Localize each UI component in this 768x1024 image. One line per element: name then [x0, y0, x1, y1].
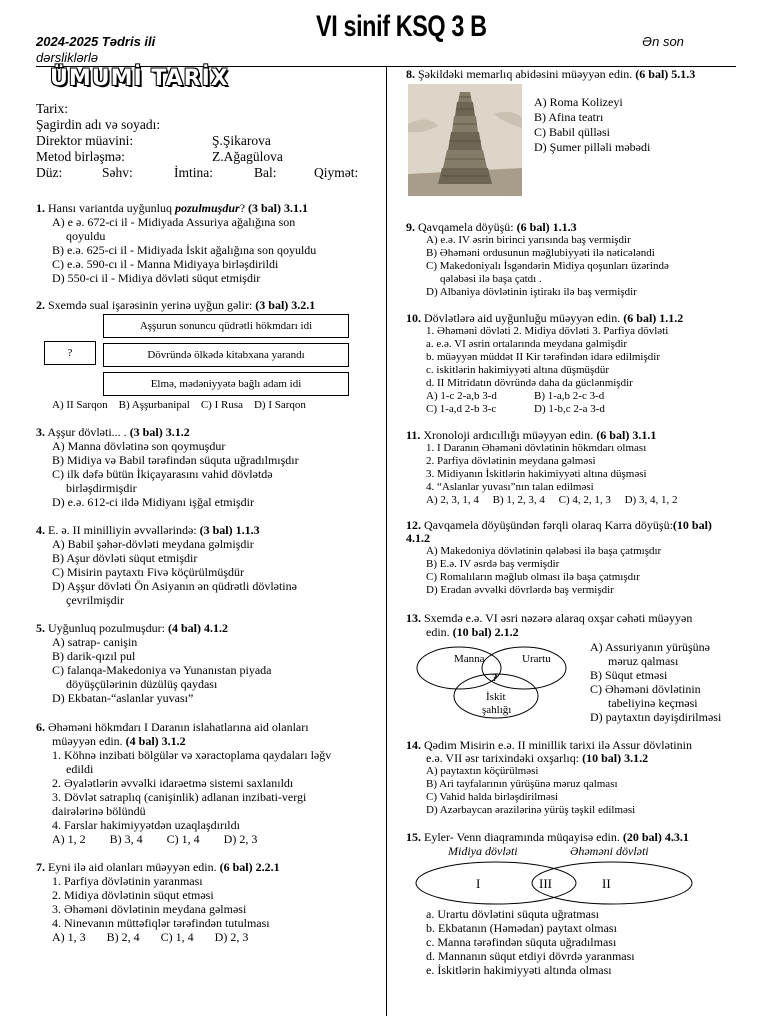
q13-option-d[interactable]: D) paytaxtın dəyişdirilməsi: [590, 710, 722, 724]
q8-options: [534, 95, 744, 155]
venn-diagram-2: [414, 860, 704, 906]
q2-option-c[interactable]: C) I Rusa: [200, 399, 243, 411]
venn-region-1: I: [476, 876, 481, 891]
student-info: [36, 101, 366, 181]
q15-item-c: c. Manna tərəfindən süquta uğradılması: [426, 935, 617, 949]
scheme-question-box: ?: [44, 341, 96, 365]
q6-item-1: 1. Köhnə inzibati bölgülər və xəractoplama qaydaları ləğv: [52, 748, 332, 762]
question-1: 1. Hansı variantda uyğunluq pozulmuşdur? (3 bal) 3.1.1 A) e ə. 672-ci il - Midiyada Assuriya ağalığına son qoyuldu B) e.ə. 625-ci il - Midiyada İskit ağalığına son qoyuldu C) e.ə. 590-cı il - Manna Midiyaya birləşdirildi D) 550-ci il - Midiya dövləti süqut etmişdir: [36, 201, 381, 285]
question-11: 11. Xronoloji ardıcıllığı müəyyən edin. (6 bal) 3.1.1 1. I Daranın Əhəməni dövlətinin hökmdarı olması 2. Parfiya dövlətinin meydana gəlməsi 3. Midiyanın İskitlərin hakimiyyəti altına düşməsi 4. “Aslanlar yuvası”nın talan edilməsi A) 2, 3, 1, 4 B) 1, 2, 3, 4 C) 4, 2, 1, 3 D) 3, 4, 1, 2: [406, 428, 678, 506]
question-12: 12. Qavqamela döyüşündən fərqli olaraq Karra döyüşü:(10 bal) 4.1.2 A) Makedoniya dövlətinin qələbəsi ilə başa çatmışdır B) E.ə. IV əsrdə baş vermişdir C) Romalıların məğlub olması ilə başa çatmışdır D) Eradan əvvəlki dövrlərdə baş vermişdir: [406, 519, 751, 597]
q10-states: 1. Əhəməni dövləti 2. Midiya dövləti 3. Parfiya dövləti: [426, 325, 669, 337]
question-9: 9. Qavqamela döyüşü: (6 bal) 1.1.3 A) e.ə. IV əsrin birinci yarısında baş vermişdir B) Əhəməni ordusunun məğlubiyyəti ilə nəticələndi C) Makedoniyalı İsgəndərin Midiya qoşunları üzərində qələbəsi ilə başa çatdı . D) Albaniya dövlətinin iştirakı ilə baş vermişdir: [406, 221, 751, 299]
q8-option-d[interactable]: D) Şumer pilləli məbədi: [534, 140, 651, 154]
q11-option-b[interactable]: B) 1, 2, 3, 4: [492, 494, 545, 506]
q6-option-d[interactable]: D) 2, 3: [223, 832, 258, 846]
question-8: 8. Şəkildəki memarlıq abidəsini müəyyən edin. (6 bal) 5.1.3: [406, 67, 696, 81]
q10-option-b[interactable]: B) 1-a,b 2-c 3-d: [534, 390, 605, 402]
venn-label-b: Urartu: [522, 653, 551, 665]
question-2: 2. Sxemdə sual işarəsinin yerinə uyğun gəlir: (3 bal) 3.2.1: [36, 298, 316, 312]
q11-option-c[interactable]: C) 4, 2, 1, 3: [558, 494, 611, 506]
q4-option-d[interactable]: D) Aşşur dövləti Ön Asiyanın ən qüdrətli dövlətinə: [52, 579, 297, 593]
q7-item-4: 4. Ninevanın müttəfiqlər tərəfindən tutulması: [52, 916, 270, 930]
q14-option-b[interactable]: B) Ari tayfalarının yürüşünə məruz qalması: [426, 778, 618, 790]
q1-option-a[interactable]: A) e ə. 672-ci il - Midiyada Assuriya ağalığına son: [52, 215, 296, 229]
q13-option-a[interactable]: A) Assuriyanın yürüşünə: [590, 640, 710, 654]
q6-option-b[interactable]: B) 3, 4: [109, 832, 143, 846]
venn-question-mark: ?: [492, 672, 498, 684]
q10-option-c[interactable]: C) 1-a,d 2-b 3-c: [426, 403, 497, 415]
q15-item-d: d. Mannanın süqut etdiyi dövrdə yaranması: [426, 949, 635, 963]
q3-option-a[interactable]: A) Manna dövlətinə son qoymuşdur: [52, 439, 226, 453]
q14-option-c[interactable]: C) Vahid halda birləşdirilməsi: [426, 791, 559, 803]
q1-option-c[interactable]: C) e.ə. 590-cı il - Manna Midiyaya birləşdirildi: [52, 257, 279, 271]
q9-option-d[interactable]: D) Albaniya dövlətinin iştirakı ilə baş vermişdir: [426, 286, 637, 298]
q7-option-d[interactable]: D) 2, 3: [214, 930, 249, 944]
venn-label-a: Manna: [454, 653, 485, 665]
q7-item-1: 1. Parfiya dövlətinin yaranması: [52, 874, 203, 888]
q7-option-b[interactable]: B) 2, 4: [106, 930, 140, 944]
venn-region-2: II: [602, 876, 611, 891]
q8-option-b[interactable]: B) Afina teatrı: [534, 110, 604, 124]
q6-option-a[interactable]: A) 1, 2: [52, 832, 86, 846]
question-7: 7. Eyni ilə aid olanları müəyyən edin. (6 bal) 2.2.1 1. Parfiya dövlətinin yaranması 2. Midiya dövlətinin süqut etməsi 3. Əhəməni dövlətinin meydana gəlməsi 4. Ninevanın müttəfiqlər tərəfindən tutulması A) 1, 3 B) 2, 4 C) 1, 4 D) 2, 3: [36, 860, 381, 944]
q6-item-3: 3. Dövlət satraplıq (canişinlik) adlanan inzibati-vergi: [52, 790, 307, 804]
q15-item-e: e. İskitlərin hakimiyyəti altında olması: [426, 963, 612, 977]
score-grade: Qiymət:: [314, 165, 359, 180]
q1-option-d[interactable]: D) 550-ci il - Midiya dövləti süqut etmişdir: [52, 271, 261, 285]
q13-option-b[interactable]: B) Süqut etməsi: [590, 668, 668, 682]
page-title: VI sinif KSQ 3 B: [316, 10, 487, 43]
q5-option-a[interactable]: A) satrap- canişin: [52, 635, 138, 649]
q9-option-c[interactable]: C) Makedoniyalı İsgəndərin Midiya qoşunları üzərində: [426, 260, 669, 272]
question-6: 6. Əhəməni hökmdarı I Daranın islahatlarına aid olanları müəyyən edin. (4 bal) 3.1.2 1. Köhnə inzibati bölgülər və xəractoplama qaydaları ləğv edildi 2. Əyalətlərin əvvəlki idarəetmə sistemi saxlanıldı 3. Dövlət satraplıq (canişinlik) adlanan inzibati-vergi dairələrinə bölündü 4. Farslar hakimiyyətdən uzaqlaşdırıldı A) 1, 2 B) 3, 4 C) 1, 4 D) 2, 3: [36, 720, 381, 846]
venn-diagram-3: [414, 644, 584, 722]
q10-option-a[interactable]: A) 1-c 2-a,b 3-d: [426, 390, 497, 402]
q15-item-a: a. Urartu dövlətini süquta uğratması: [426, 907, 599, 921]
venn-label-c2: şahlığı: [482, 704, 512, 716]
venn-right-label: Əhəməni dövləti: [570, 844, 649, 858]
scheme-box-3: Elmə, mədəniyyətə bağlı adam idi: [103, 372, 349, 396]
q3-option-c-cont: birləşdirmişdir: [66, 481, 137, 495]
q15-items: [426, 907, 756, 977]
student-name-label: Şagirdin adı və soyadı:: [36, 117, 161, 132]
tower-of-babel-image: [408, 84, 522, 196]
q8-option-c[interactable]: C) Babil qülləsi: [534, 125, 610, 139]
score-skip: İmtina:: [174, 165, 213, 180]
q11-option-a[interactable]: A) 2, 3, 1, 4: [426, 494, 479, 506]
question-15: 15. Eyler- Venn diaqramında müqayisə edin. (20 bal) 4.3.1: [406, 830, 689, 844]
q3-option-c[interactable]: C) ilk dəfə bütün İkiçayarasını vahid dövlətdə: [52, 467, 273, 481]
q14-option-a[interactable]: A) paytaxtın köçürülməsi: [426, 765, 539, 777]
q9-option-c-cont: qələbəsi ilə başa çatdı .: [440, 273, 542, 285]
q8-option-a[interactable]: A) Roma Kolizeyi: [534, 95, 623, 109]
q2-option-d[interactable]: D) I Sarqon: [253, 399, 306, 411]
header-subtitle: dərsliklərlə: [36, 50, 99, 65]
score-points: Bal:: [254, 165, 277, 180]
q6-item-4: 4. Farslar hakimiyyətdən uzaqlaşdırıldı: [52, 818, 240, 832]
venn-left-label: Midiya dövləti: [448, 844, 518, 858]
score-correct: Düz:: [36, 165, 63, 180]
q7-option-a[interactable]: A) 1, 3: [52, 930, 86, 944]
subject-title: ÜMUMİ TARİX: [50, 66, 229, 91]
q9-option-b[interactable]: B) Əhəməni ordusunun məğlubiyyəti ilə nəticələndi: [426, 247, 655, 259]
q5-option-d[interactable]: D) Ekbatan-“aslanlar yuvası”: [52, 691, 194, 705]
q12-option-b[interactable]: B) E.ə. IV əsrdə baş vermişdir: [426, 558, 560, 570]
scheme-box-2: Dövründə ölkədə kitabxana yarandı: [103, 343, 349, 367]
q3-option-b[interactable]: B) Midiya və Babil tərəfindən süquta uğradılmışdır: [52, 453, 299, 467]
question-3: 3. Aşşur dövləti... . (3 bal) 3.1.2 A) Manna dövlətinə son qoymuşdur B) Midiya və Babil tərəfindən süquta uğradılmışdır C) ilk dəfə bütün İkiçayarasını vahid dövlətdə birləşdirmişdir D) e.ə. 612-ci ildə Midiyanı işğal etmişdir: [36, 425, 381, 509]
scheme-box-1: Aşşurun sonuncu qüdrətli hökmdarı idi: [103, 314, 349, 338]
director-label: Direktor müavini:: [36, 133, 134, 148]
header-last-label: Ən son: [642, 34, 684, 49]
q7-option-c[interactable]: C) 1, 4: [160, 930, 194, 944]
q2-options: [52, 399, 382, 412]
metod-value: Z.Ağagülova: [212, 149, 283, 164]
q6-options: [36, 832, 381, 846]
q4-option-a[interactable]: A) Babil şəhər-dövləti meydana gəlmişdir: [52, 537, 254, 551]
director-value: Ş.Şikarova: [212, 133, 271, 148]
venn-region-3: III: [539, 876, 552, 891]
question-4: 4. E. ə. II minilliyin əvvəllərində: (3 bal) 1.1.3 A) Babil şəhər-dövləti meydana gəlmişdir B) Aşur dövləti süqut etmişdir C) Misirin paytaxtı Fivə köçürülmüşdür D) Aşşur dövləti Ön Asiyanın ən qüdrətli dövlətinə çevrilmişdir: [36, 523, 381, 607]
date-label: Tarix:: [36, 101, 69, 116]
question-5: 5. Uyğunluq pozulmuşdur: (4 bal) 4.1.2 A) satrap- canişin B) darik-qızıl pul C) falanqa-Makedoniya və Yunanıstan piyada döyüşçülərinin düzülüş qaydası D) Ekbatan-“aslanlar yuvası”: [36, 621, 381, 705]
q7-item-2: 2. Midiya dövlətinin süqut etməsi: [52, 888, 214, 902]
q6-item-2: 2. Əyalətlərin əvvəlki idarəetmə sistemi saxlanıldı: [52, 776, 294, 790]
venn-label-c1: İskit: [486, 691, 506, 703]
q1-option-b[interactable]: B) e.ə. 625-ci il - Midiyada İskit ağalığına son qoyuldu: [52, 243, 317, 257]
question-13: 13. Sxemdə e.ə. VI əsri nəzərə alaraq oxşar cəhəti müəyyən edin. (10 bal) 2.1.2: [406, 611, 693, 639]
q5-option-c-cont: döyüşçülərinin düzülüş qaydası: [66, 677, 218, 691]
q12-option-a[interactable]: A) Makedoniya dövlətinin qələbəsi ilə başa çatmışdır: [426, 545, 662, 557]
question-10: 10. Dövlətlərə aid uyğunluğu müəyyən edin. (6 bal) 1.1.2 1. Əhəməni dövləti 2. Midiya dövləti 3. Parfiya dövləti a. e.ə. VI əsrin ortalarında meydana gəlmişdir b. müəyyən müddət II Kir tərəfindən idarə edilmişdir c. iskitlərin hakimiyyəti altına düşmüşdür d. II Mitridatın dövründə daha da güclənmişdir A) 1-c 2-a,b 3-d B) 1-a,b 2-c 3-d C) 1-a,d 2-b 3-c D) 1-b,c 2-a 3-d: [406, 312, 751, 416]
column-divider: [386, 66, 387, 1016]
q4-option-d-cont: çevrilmişdir: [66, 593, 124, 607]
q12-option-c[interactable]: C) Romalıların məğlub olması ilə başa çatmışdır: [426, 571, 640, 583]
tower-icon: [408, 84, 522, 196]
school-year: 2024-2025 Tədris ili: [36, 34, 156, 49]
question-14: 14. Qədim Misirin e.ə. II minillik tarixi ilə Assur dövlətinin e.ə. VII əsr tarixindəki oxşarlıq: (10 bal) 3.1.2 A) paytaxtın köçürülməsi B) Ari tayfalarının yürüşünə məruz qalması C) Vahid halda birləşdirilməsi D) Azərbaycan ərazilərinə yürüş təşkil edilməsi: [406, 739, 751, 817]
q2-option-a[interactable]: A) II Sarqon: [52, 399, 108, 411]
q13-option-c[interactable]: C) Əhəməni dövlətinin: [590, 682, 701, 696]
q9-option-a[interactable]: A) e.ə. IV əsrin birinci yarısında baş vermişdir: [426, 234, 631, 246]
q4-option-b[interactable]: B) Aşur dövləti süqut etmişdir: [52, 551, 198, 565]
q15-item-b: b. Ekbatanın (Həmədan) paytaxt olması: [426, 921, 617, 935]
q2-option-b[interactable]: B) Aşşurbanipal: [118, 399, 190, 411]
q7-item-3: 3. Əhəməni dövlətinin meydana gəlməsi: [52, 902, 247, 916]
q1-option-a-cont: qoyuldu: [66, 229, 106, 243]
q3-option-d[interactable]: D) e.ə. 612-ci ildə Midiyanı işğal etmişdir: [52, 495, 254, 509]
score-wrong: Səhv:: [102, 165, 133, 180]
q4-option-c[interactable]: C) Misirin paytaxtı Fivə köçürülmüşdür: [52, 565, 244, 579]
q10-option-d[interactable]: D) 1-b,c 2-a 3-d: [534, 403, 605, 415]
q13-options: A) Assuriyanın yürüşünə məruz qalması B) Süqut etməsi C) Əhəməni dövlətinin tabeliyinə keçməsi D) paytaxtın dəyişdirilməsi: [590, 640, 750, 724]
q5-option-c[interactable]: C) falanqa-Makedoniya və Yunanıstan piyada: [52, 663, 272, 677]
q5-option-b[interactable]: B) darik-qızıl pul: [52, 649, 136, 663]
metod-label: Metod birləşmə:: [36, 149, 125, 164]
q14-option-d[interactable]: D) Azərbaycan ərazilərinə yürüş təşkil edilməsi: [426, 804, 636, 816]
q6-option-c[interactable]: C) 1, 4: [166, 832, 200, 846]
q12-option-d[interactable]: D) Eradan əvvəlki dövrlərdə baş vermişdir: [426, 584, 614, 596]
q11-option-d[interactable]: D) 3, 4, 1, 2: [624, 494, 678, 506]
q7-options: [36, 930, 381, 944]
